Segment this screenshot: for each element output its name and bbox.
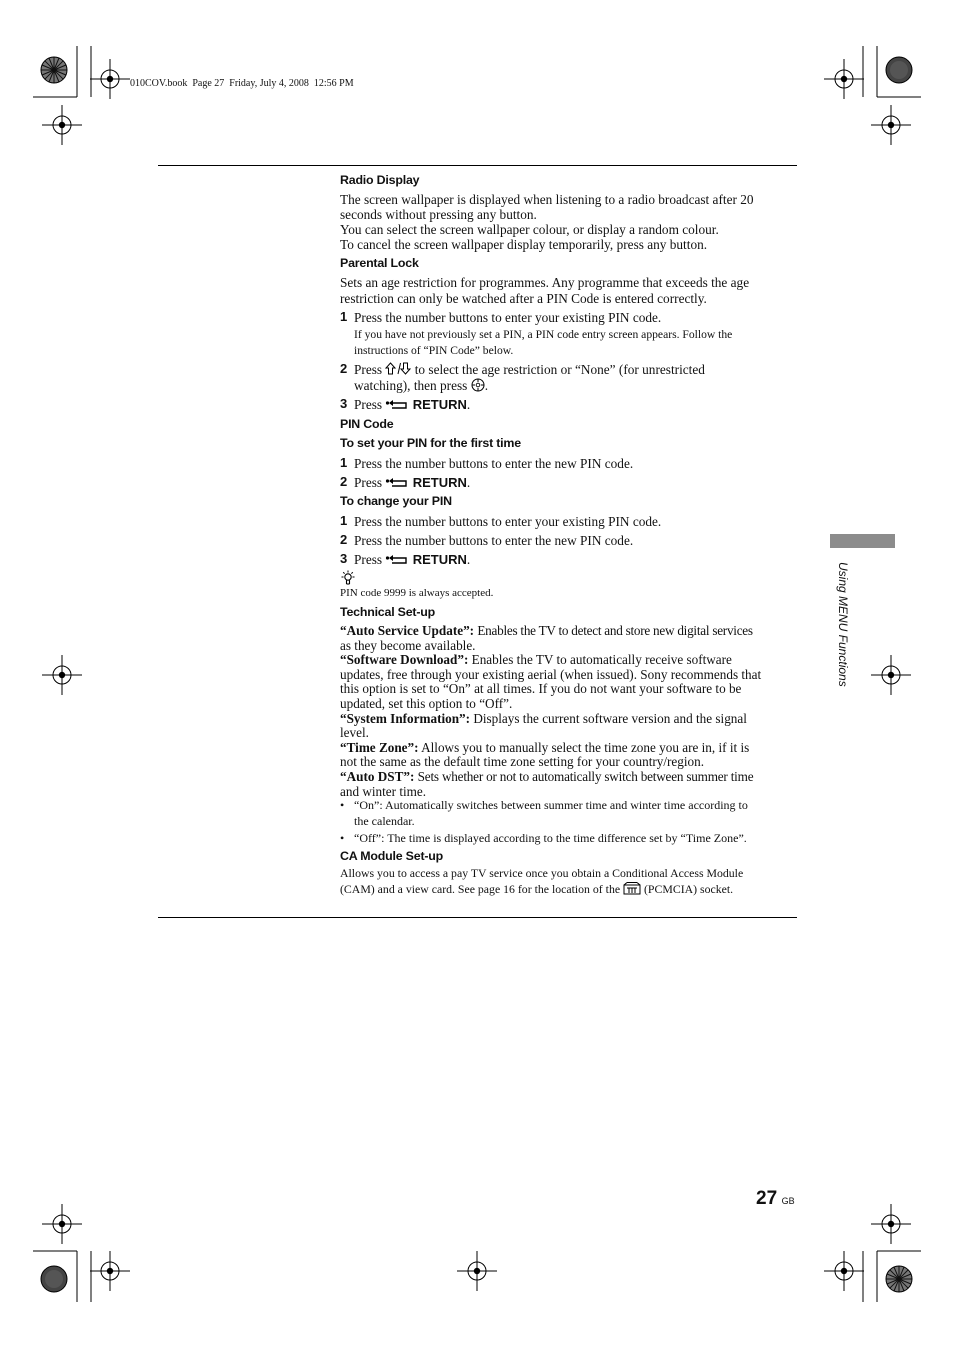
text-line: If you have not previously set a PIN, a PIN code entry screen appears. Follow the [354, 328, 733, 341]
step-text: Press the number buttons to enter your existing PIN code. [354, 310, 662, 325]
technical-setup-text [340, 624, 800, 799]
bullet: • [340, 798, 345, 812]
text-fragment: Press [354, 475, 383, 490]
list-item [340, 830, 800, 846]
page-number-value: 27 [756, 1188, 778, 1209]
text-fragment: Displays the current software version and the signal [473, 710, 747, 726]
text-line: as they become available. [340, 637, 476, 653]
text-line: “Off”: The time is displayed according to the time difference set by “Time Zone”. [354, 831, 747, 845]
up-down-arrow-icon [385, 362, 411, 375]
top-rule [158, 165, 797, 166]
step-text: Press RETURN. [354, 397, 471, 412]
side-tab-label: Using MENU Functions [836, 562, 850, 687]
text-line [340, 741, 800, 756]
text-fragment: Sets whether or not to automatically switch between summer time [417, 768, 754, 784]
return-label: RETURN [412, 552, 467, 567]
text-fragment: to select the age restriction or “None” (for unrestricted [414, 362, 705, 377]
text-line: updated, set this option to “Off”. [340, 695, 513, 711]
step-text: Press the number buttons to enter the new PIN code. [354, 456, 634, 471]
term-label: “Time Zone”: [340, 739, 419, 755]
text-fragment: Press [354, 397, 383, 412]
text-fragment: watching), then press [354, 378, 468, 393]
text-line: level. [340, 725, 369, 741]
text-fragment: Enables the TV to detect and store new digital services [477, 623, 753, 638]
step-text: Press RETURN. [354, 475, 471, 490]
step-number: 3 [340, 551, 348, 566]
return-icon [385, 554, 409, 566]
text-line [340, 882, 800, 898]
return-label: RETURN [412, 397, 467, 412]
step-text: Press the number buttons to enter your existing PIN code. [354, 514, 662, 529]
bottom-rule [158, 917, 797, 918]
ca-module-heading: CA Module Set-up [340, 849, 444, 863]
text-line: not the same as the default time zone setting for your country/region. [340, 754, 705, 770]
term-label: “Auto DST”: [340, 768, 415, 784]
step-note [354, 327, 798, 358]
radio-display-text [340, 192, 800, 252]
return-label: RETURN [412, 475, 467, 490]
step-text: Press RETURN. [354, 552, 471, 567]
text-line [340, 624, 800, 639]
text-fragment: Allows you to manually select the time zone you are in, if it is [421, 739, 750, 755]
step-number: 1 [340, 455, 348, 470]
text-line: updates, free through your existing aerial (when issued). Sony recommends that [340, 666, 762, 682]
pcmcia-slot-icon [623, 882, 641, 895]
text-line: restriction can only be watched after a PIN Code is entered correctly. [340, 290, 707, 306]
term-label: “Software Download”: [340, 652, 469, 668]
term-label: “System Information”: [340, 710, 471, 726]
text-line: the calendar. [354, 814, 415, 828]
list-item [340, 797, 800, 829]
step-number: 2 [340, 361, 348, 376]
text-line [340, 770, 800, 785]
text-line [354, 362, 798, 378]
text-fragment: Enables the TV to automatically receive software [471, 652, 732, 668]
step-number: 1 [340, 309, 348, 324]
text-fragment: Press [354, 552, 383, 567]
step-number: 1 [340, 513, 348, 528]
text-line [340, 712, 800, 727]
side-tab-bar [830, 534, 895, 548]
step-number: 3 [340, 396, 348, 411]
ca-module-text [340, 866, 800, 897]
text-line [340, 653, 800, 668]
term-label: “Auto Service Update”: [340, 623, 475, 638]
step-number: 2 [340, 532, 348, 547]
parental-lock-heading: Parental Lock [340, 256, 419, 270]
dst-bullet-list [340, 797, 800, 846]
text-line: this option is set to “On” at all times. If you do not want your software to be [340, 681, 742, 697]
step-number: 2 [340, 474, 348, 489]
text-fragment: (CAM) and a view card. See page 16 for the location of the [340, 881, 621, 896]
bullet: • [340, 831, 345, 845]
text-fragment: (PCMCIA) socket. [643, 881, 734, 896]
print-header: 010COV.book Page 27 Friday, July 4, 2008 12:56 PM [130, 78, 354, 89]
pin-code-heading: PIN Code [340, 417, 394, 431]
text-line: watching), then press . [354, 378, 489, 393]
text-line: To cancel the screen wallpaper display temporarily, press any button. [340, 237, 708, 252]
enter-button-icon [471, 378, 485, 392]
text-line: The screen wallpaper is displayed when listening to a radio broadcast after 20 [340, 192, 754, 207]
radio-display-heading: Radio Display [340, 173, 420, 187]
text-line: seconds without pressing any button. [340, 207, 537, 222]
return-icon [385, 477, 409, 489]
text-line: You can select the screen wallpaper colour, or display a random colour. [340, 222, 719, 237]
technical-setup-heading: Technical Set-up [340, 605, 436, 619]
text-fragment: Press [354, 362, 383, 377]
text-line: “On”: Automatically switches between summer time and winter time according to [354, 798, 748, 812]
page-number [756, 1188, 795, 1210]
first-time-subheading: To set your PIN for the first time [340, 436, 521, 450]
change-pin-subheading: To change your PIN [340, 494, 452, 508]
step-text [354, 362, 798, 394]
page-number-suffix: GB [781, 1196, 795, 1206]
text-line: and winter time. [340, 783, 427, 799]
parental-lock-text [340, 275, 800, 306]
return-icon [385, 399, 409, 411]
tip-lightbulb-icon [340, 570, 356, 586]
tip-text: PIN code 9999 is always accepted. [340, 587, 494, 599]
text-line: Allows you to access a pay TV service once you obtain a Conditional Access Module [340, 866, 744, 880]
text-line: instructions of “PIN Code” below. [354, 343, 514, 357]
text-line: Sets an age restriction for programmes. Any programme that exceeds the age [340, 275, 750, 290]
step-text: Press the number buttons to enter the new PIN code. [354, 533, 634, 548]
